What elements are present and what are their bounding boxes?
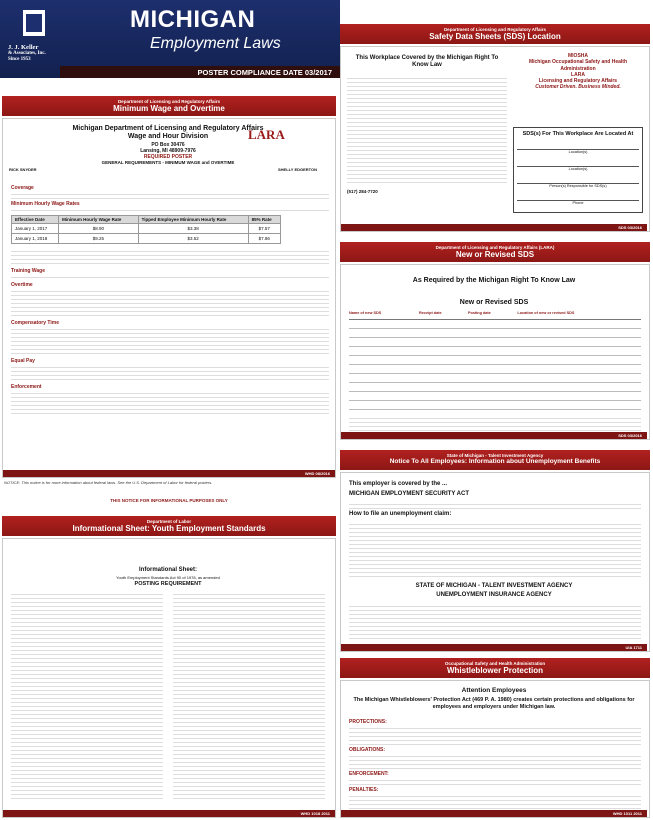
city-line: Lansing, MI 48909-7976 [140,147,196,154]
table-row: January 1, 2018 $9.25 $3.52 $7.86 [12,234,281,244]
governor-name: RICK SNYDER [9,167,37,172]
poster-subtitle: Employment Laws [150,35,281,52]
agency-name: Michigan Department of Licensing and Regulatory Affairs [72,125,264,132]
sds-panel [340,46,650,232]
sds-text [347,75,507,185]
rates-intro [11,207,329,213]
miosha-name: Michigan Occupational Safety and Health Administration [528,59,628,72]
enforcement-heading: ENFORCEMENT: [349,771,389,777]
table-header: Name of new SDS [349,311,382,315]
responsible-person-field[interactable]: Person(s) Responsible for SDS(s) [517,183,639,188]
file-claim-heading: How to file an unemployment claim: [349,511,452,517]
unemp-footer-text [349,603,641,639]
unemp-intro [349,501,641,509]
min-wage-header: Department of Licensing and Regulatory Affairs Minimum Wage and Overtime [2,96,336,116]
equal-pay-heading: Equal Pay [11,358,35,364]
rates-notes [11,248,329,266]
lara-logo: LARA [248,127,285,142]
uia-title: UNEMPLOYMENT INSURANCE AGENCY [436,592,552,598]
youth-header: Department of Labor Informational Sheet: Youth Employment Standards [2,516,336,536]
youth-footer: WHD 1018 2011 [3,810,335,817]
miosha-title: MIOSHA [568,53,588,59]
new-sds-header: Department of Licensing and Regulatory Affairs (LARA) New or Revised SDS [340,242,650,262]
info-sheet-title: Informational Sheet: [138,567,197,573]
info-only-notice: THIS NOTICE FOR INFORMATIONAL PURPOSES ONLY [110,498,228,503]
workplace-covered: This Workplace Covered by the Michigan Right To Know Law [355,55,499,69]
table-header: Minimum Hourly Wage Rate [59,216,139,224]
whistleblower-panel [340,680,650,818]
obligations-text [349,753,641,769]
youth-column-right [173,591,325,801]
penalties-text [349,793,641,809]
unemployment-panel [340,472,650,652]
equal-pay-text [11,364,329,382]
phone-field[interactable]: Phone [517,200,639,205]
requirements-line: GENERAL REQUIREMENTS - MINIMUM WAGE and OVERTIME [101,159,235,165]
new-sds-subtitle: New or Revised SDS [459,299,529,306]
table-header: Effective Date [12,216,59,224]
file-claim-text [349,521,641,579]
unemployment-header: State of Michigan - Talent Investment Agency Notice To All Employees: Information about Unemployment Benefits [340,450,650,470]
comp-time-heading: Compensatory Time [11,320,59,326]
coverage-text [11,191,329,199]
posting-requirement: POSTING REQUIREMENT [134,581,202,587]
whistleblower-act: The Michigan Whistleblowers' Protection Act (469 P. A. 1980) creates certain protections and obligations for employees and employers under Michigan law. [353,697,635,710]
youth-panel [2,538,336,818]
youth-column-left [11,591,163,801]
lara-slogan: Customer Driven. Business Minded. [535,84,621,91]
sds-located-at: SDS(s) For This Workplace Are Located At [522,131,634,137]
mesa-act: MICHIGAN EMPLOYMENT SECURITY ACT [349,491,470,497]
enforcement-text [11,390,329,414]
sds-header: Department of Licensing and Regulatory Affairs Safety Data Sheets (SDS) Location [340,24,650,44]
tia-title: STATE OF MICHIGAN - TALENT INVESTMENT AGENCY [415,583,573,589]
rates-heading: Minimum Hourly Wage Rates [11,201,80,207]
table-row: January 1, 2017 $8.90 $3.38 $7.57 [12,224,281,234]
protections-text [349,725,641,745]
attention-heading: Attention Employees [461,687,527,694]
table-header: Posting date [467,311,491,315]
enforcement-heading: Enforcement [11,384,42,390]
training-heading: Training Wage [11,268,45,274]
enforcement-text [349,777,641,785]
new-sds-rows[interactable] [349,319,641,411]
coverage-heading: Coverage [11,185,34,191]
logo-text: J. J. Keller & Associates, Inc. Since 1953 [8,44,46,62]
comp-time-text [11,326,329,356]
unemp-footer: UIA 1711 [341,644,647,651]
youth-act: Youth Employment Standards Act 90 of 1978, as amended [116,575,220,580]
lara-name: Licensing and Regulatory Affairs [538,78,618,84]
location-field[interactable]: Location(s) [517,166,639,171]
overtime-text [11,288,329,318]
whistleblower-footer: WHD 1011 2011 [341,810,647,817]
sds-footer: SDS 03/2016 [341,224,647,231]
new-sds-footer: SDS 03/2016 [341,432,647,439]
new-sds-table [349,311,641,315]
new-sds-required: As Required by the Michigan Right To Know Law [412,277,576,284]
poster-date-bar: POSTER COMPLIANCE DATE 03/2017 [60,66,340,78]
sds-phone: (517) 284-7720 [347,189,378,194]
training-text [11,274,329,280]
min-wage-panel [2,118,336,478]
table-header: Tipped Employee Minimum Hourly Rate [138,216,248,224]
table-header: Receipt date [419,311,442,315]
protections-heading: PROTECTIONS: [349,719,387,725]
penalties-heading: PENALTIES: [349,787,379,793]
location-field[interactable]: Location(s) [517,149,639,154]
min-wage-footer: WHD 08/2016 [3,470,335,477]
sds-location-box [513,127,643,213]
po-box: PO Box 30476 [151,141,185,148]
poster-header [0,0,340,78]
federal-notice: NOTICE: This notice is for more information about federal laws. See the U.S. Department of Labor for federal posters. [4,480,213,485]
covered-line: This employer is covered by the ... [349,481,448,487]
table-header: Location of new or revised SDS [517,311,575,315]
wage-rate-table [11,215,281,244]
whistleblower-header: Occupational Safety and Health Administration Whistleblower Protection [340,658,650,678]
table-header: 85% Rate [248,216,280,224]
new-sds-footer-text [349,415,641,431]
director-name: SHELLY EDGERTON [278,167,318,172]
obligations-heading: OBLIGATIONS: [349,747,386,753]
division-name: Wage and Hour Division [127,133,209,141]
overtime-heading: Overtime [11,282,33,288]
required-poster: REQUIRED POSTER [143,153,193,160]
new-sds-panel [340,264,650,440]
lara-title: LARA [571,71,585,78]
state-title: MICHIGAN [130,6,256,33]
